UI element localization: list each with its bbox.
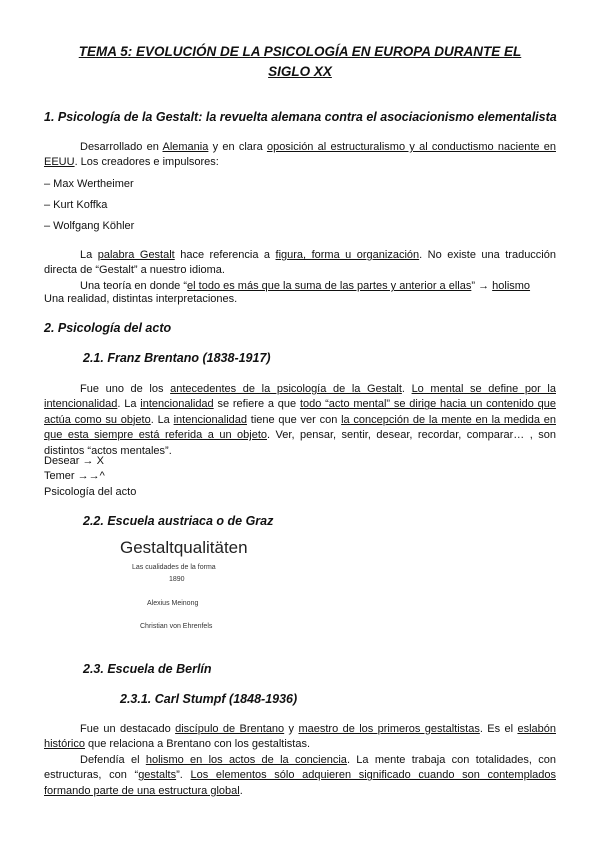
title-line-2: SIGLO XX — [268, 64, 332, 79]
section-1-heading: 1. Psicología de la Gestalt: la revuelta alemana contra el asociacionismo elementalista — [44, 110, 557, 124]
title-line-1: TEMA 5: EVOLUCIÓN DE LA PSICOLOGÍA EN EUROPA DURANTE EL — [78, 44, 522, 59]
image-title: Gestaltqualitäten — [120, 538, 248, 557]
paragraph-stumpf: Fue un destacado discípulo de Brentano y maestro de los primeros gestaltistas. Es el eslabón histórico que relaciona a Brentano con los gestaltistas. — [44, 723, 556, 751]
paragraph-gestalt-word: La palabra Gestalt hace referencia a figura, forma u organización. No existe una traducción directa de “Gestalt” a nuestro idioma. — [44, 249, 556, 277]
creator-item: – Kurt Koffka — [44, 199, 108, 211]
creator-item: – Max Wertheimer — [44, 178, 134, 190]
image-name-ehrenfels: Christian von Ehrenfels — [140, 623, 213, 630]
subsection-stumpf-heading: 2.3.1. Carl Stumpf (1848-1936) — [120, 692, 298, 706]
paragraph-brentano: Fue uno de los antecedentes de la psicología de la Gestalt. Lo mental se define por la intencionalidad. La intencionalidad se refiere a que todo “acto mental” se dirige hacia un contenido que actúa como su objeto. La intencionalidad tiene que ver con la concepción de la mente en la medida en que esta siempre está referida a un objeto. Ver, pensar, sentir, desear, recordar, comparar… , son distintos “actos mentales”. — [44, 383, 557, 457]
subsection-brentano-heading: 2.1. Franz Brentano (1838-1917) — [83, 351, 271, 365]
line-temer: Temer →→^ — [44, 470, 105, 482]
subsection-graz-heading: 2.2. Escuela austriaca o de Graz — [83, 514, 274, 528]
subsection-berlin-heading: 2.3. Escuela de Berlín — [83, 662, 212, 676]
creator-item: – Wolfgang Köhler — [44, 220, 135, 232]
paragraph-realidad: Una realidad, distintas interpretaciones. — [44, 293, 238, 305]
line-psicologia-acto: Psicología del acto — [44, 486, 137, 498]
paragraph-holismo: Una teoría en donde “el todo es más que la suma de las partes y anterior a ellas” → holismo — [80, 280, 531, 292]
image-name-meinong: Alexius Meinong — [147, 600, 199, 607]
paragraph-gestalt-origin: Desarrollado en Alemania y en clara oposición al estructuralismo y al conductismo naciente en EEUU. Los creadores e impulsores: — [44, 141, 556, 169]
gestaltqualitaten-image — [112, 538, 312, 638]
line-desear: Desear → X — [44, 455, 104, 467]
section-2-heading: 2. Psicología del acto — [44, 321, 172, 335]
paragraph-holismo-conciencia: Defendía el holismo en los actos de la conciencia. La mente trabaja con totalidades, con estructuras, con “gestalts”. Los elementos sólo adquieren significado cuando son contemplados formando parte de una estructura global. — [44, 754, 556, 797]
image-year: 1890 — [169, 576, 185, 583]
image-subtitle: Las cualidades de la forma — [132, 564, 216, 571]
document-title — [40, 42, 560, 82]
